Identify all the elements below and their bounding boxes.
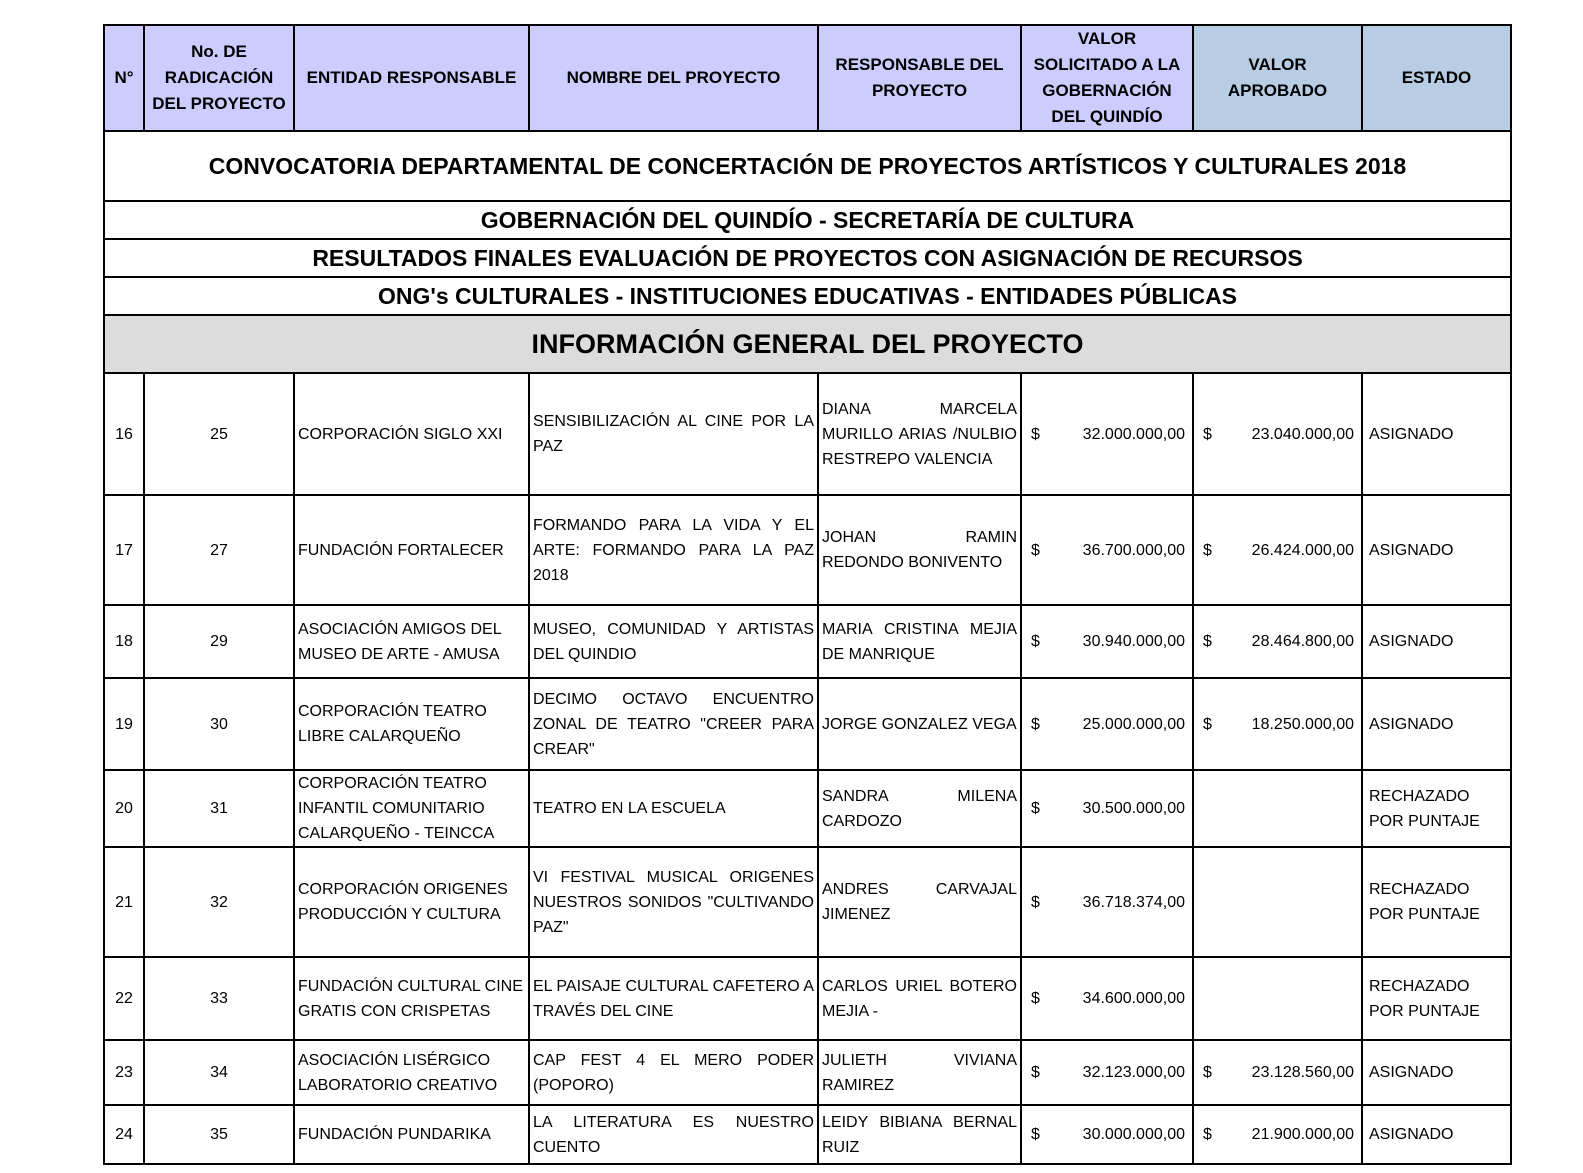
cell-nombre: SENSIBILIZACIÓN AL CINE POR LA PAZ (529, 373, 818, 495)
cell-responsable: JOHAN RAMIN REDONDO BONIVENTO (818, 495, 1021, 605)
currency-symbol: $ (1031, 425, 1040, 443)
cell-aprobado (1193, 1105, 1362, 1164)
cell-aprobado (1193, 957, 1362, 1040)
cell-aprobado (1193, 495, 1362, 605)
document-subtitle-gobernacion: GOBERNACIÓN DEL QUINDÍO - SECRETARÍA DE CULTURA (104, 201, 1511, 239)
table-row (104, 373, 1511, 495)
cell-nombre: DECIMO OCTAVO ENCUENTRO ZONAL DE TEATRO "CREER PARA CREAR" (529, 678, 818, 770)
amount-solicitado: 32.000.000,00 (1082, 425, 1185, 443)
currency-symbol: $ (1203, 1126, 1212, 1143)
cell-solicitado (1021, 373, 1193, 495)
cell-aprobado (1193, 770, 1362, 847)
amount-aprobado: 23.128.560,00 (1251, 1064, 1354, 1081)
amount-solicitado: 30.500.000,00 (1082, 800, 1185, 817)
cell-radicacion: 25 (144, 373, 294, 495)
cell-aprobado (1193, 605, 1362, 678)
currency-symbol: $ (1203, 1064, 1212, 1081)
amount-solicitado: 30.000.000,00 (1082, 1126, 1185, 1143)
cell-estado: RECHAZADO POR PUNTAJE (1362, 770, 1511, 847)
cell-entidad: CORPORACIÓN TEATRO INFANTIL COMUNITARIO CALARQUEÑO - TEINCCA (294, 770, 529, 847)
cell-n: 20 (104, 770, 144, 847)
cell-estado: ASIGNADO (1362, 373, 1511, 495)
cell-entidad: FUNDACIÓN CULTURAL CINE GRATIS CON CRISPETAS (294, 957, 529, 1040)
cell-responsable: LEIDY BIBIANA BERNAL RUIZ (818, 1105, 1021, 1164)
cell-estado: ASIGNADO (1362, 605, 1511, 678)
col-header-nombre: NOMBRE DEL PROYECTO (529, 25, 818, 131)
cell-estado: RECHAZADO POR PUNTAJE (1362, 957, 1511, 1040)
table-row (104, 605, 1511, 678)
cell-estado: ASIGNADO (1362, 678, 1511, 770)
cell-solicitado (1021, 678, 1193, 770)
currency-symbol: $ (1031, 541, 1040, 559)
cell-responsable: MARIA CRISTINA MEJIA DE MANRIQUE (818, 605, 1021, 678)
currency-symbol: $ (1203, 425, 1212, 443)
cell-entidad: CORPORACIÓN TEATRO LIBRE CALARQUEÑO (294, 678, 529, 770)
currency-symbol: $ (1031, 715, 1040, 733)
cell-responsable: DIANA MARCELA MURILLO ARIAS /NULBIO RESTREPO VALENCIA (818, 373, 1021, 495)
cell-solicitado (1021, 1105, 1193, 1164)
currency-symbol: $ (1031, 1064, 1040, 1081)
cell-entidad: ASOCIACIÓN LISÉRGICO LABORATORIO CREATIVO (294, 1040, 529, 1105)
table-body (104, 373, 1511, 1164)
cell-aprobado (1193, 847, 1362, 957)
cell-responsable: JORGE GONZALEZ VEGA (818, 678, 1021, 770)
cell-radicacion: 27 (144, 495, 294, 605)
cell-estado: ASIGNADO (1362, 1105, 1511, 1164)
cell-estado: RECHAZADO POR PUNTAJE (1362, 847, 1511, 957)
cell-nombre: MUSEO, COMUNIDAD Y ARTISTAS DEL QUINDIO (529, 605, 818, 678)
amount-aprobado: 23.040.000,00 (1251, 425, 1354, 443)
amount-aprobado: 28.464.800,00 (1251, 633, 1354, 650)
cell-n: 24 (104, 1105, 144, 1164)
cell-solicitado (1021, 495, 1193, 605)
amount-solicitado: 32.123.000,00 (1082, 1064, 1185, 1081)
cell-solicitado (1021, 605, 1193, 678)
cell-nombre: VI FESTIVAL MUSICAL ORIGENES NUESTROS SONIDOS "CULTIVANDO PAZ" (529, 847, 818, 957)
cell-radicacion: 32 (144, 847, 294, 957)
amount-solicitado: 25.000.000,00 (1082, 715, 1185, 733)
amount-aprobado: 21.900.000,00 (1251, 1126, 1354, 1143)
cell-n: 19 (104, 678, 144, 770)
cell-n: 18 (104, 605, 144, 678)
col-header-entidad: ENTIDAD RESPONSABLE (294, 25, 529, 131)
col-header-estado: ESTADO (1362, 25, 1511, 131)
cell-radicacion: 35 (144, 1105, 294, 1164)
cell-entidad: FUNDACIÓN FORTALECER (294, 495, 529, 605)
section-title: INFORMACIÓN GENERAL DEL PROYECTO (104, 315, 1511, 373)
currency-symbol: $ (1203, 633, 1212, 650)
currency-symbol: $ (1031, 1126, 1040, 1143)
cell-nombre: LA LITERATURA ES NUESTRO CUENTO (529, 1105, 818, 1164)
cell-entidad: CORPORACIÓN SIGLO XXI (294, 373, 529, 495)
cell-aprobado (1193, 373, 1362, 495)
col-header-solicitado: VALOR SOLICITADO A LA GOBERNACIÓN DEL QUINDÍO (1021, 25, 1193, 131)
document-subtitle-resultados: RESULTADOS FINALES EVALUACIÓN DE PROYECTOS CON ASIGNACIÓN DE RECURSOS (104, 239, 1511, 277)
title-block (104, 131, 1511, 373)
amount-aprobado: 18.250.000,00 (1251, 715, 1354, 733)
table-row (104, 957, 1511, 1040)
amount-solicitado: 36.700.000,00 (1082, 541, 1185, 559)
cell-entidad: CORPORACIÓN ORIGENES PRODUCCIÓN Y CULTURA (294, 847, 529, 957)
table-header (104, 25, 1511, 131)
currency-symbol: $ (1031, 893, 1040, 911)
cell-n: 17 (104, 495, 144, 605)
amount-solicitado: 30.940.000,00 (1082, 633, 1185, 650)
table-row (104, 1105, 1511, 1164)
amount-solicitado: 34.600.000,00 (1082, 990, 1185, 1007)
cell-solicitado (1021, 847, 1193, 957)
cell-radicacion: 34 (144, 1040, 294, 1105)
cell-aprobado (1193, 1040, 1362, 1105)
cell-nombre: TEATRO EN LA ESCUELA (529, 770, 818, 847)
col-header-n: N° (104, 25, 144, 131)
col-header-radicacion: No. DE RADICACIÓN DEL PROYECTO (144, 25, 294, 131)
table-row (104, 1040, 1511, 1105)
amount-solicitado: 36.718.374,00 (1082, 893, 1185, 911)
cell-solicitado (1021, 770, 1193, 847)
cell-n: 23 (104, 1040, 144, 1105)
currency-symbol: $ (1203, 715, 1212, 733)
cell-radicacion: 29 (144, 605, 294, 678)
cell-nombre: FORMANDO PARA LA VIDA Y EL ARTE: FORMANDO PARA LA PAZ 2018 (529, 495, 818, 605)
col-header-responsable: RESPONSABLE DEL PROYECTO (818, 25, 1021, 131)
table-row (104, 678, 1511, 770)
results-sheet (103, 24, 1510, 1165)
table-row (104, 495, 1511, 605)
cell-aprobado (1193, 678, 1362, 770)
cell-responsable: CARLOS URIEL BOTERO MEJIA - (818, 957, 1021, 1040)
col-header-aprobado: VALOR APROBADO (1193, 25, 1362, 131)
table-row (104, 847, 1511, 957)
currency-symbol: $ (1031, 990, 1040, 1007)
cell-n: 21 (104, 847, 144, 957)
cell-nombre: EL PAISAJE CULTURAL CAFETERO A TRAVÉS DEL CINE (529, 957, 818, 1040)
cell-radicacion: 31 (144, 770, 294, 847)
cell-radicacion: 30 (144, 678, 294, 770)
cell-responsable: JULIETH VIVIANA RAMIREZ (818, 1040, 1021, 1105)
cell-responsable: SANDRA MILENA CARDOZO (818, 770, 1021, 847)
cell-nombre: CAP FEST 4 EL MERO PODER (POPORO) (529, 1040, 818, 1105)
currency-symbol: $ (1031, 633, 1040, 650)
table-row (104, 770, 1511, 847)
cell-estado: ASIGNADO (1362, 1040, 1511, 1105)
cell-responsable: ANDRES CARVAJAL JIMENEZ (818, 847, 1021, 957)
cell-entidad: FUNDACIÓN PUNDARIKA (294, 1105, 529, 1164)
document-title: CONVOCATORIA DEPARTAMENTAL DE CONCERTACIÓN DE PROYECTOS ARTÍSTICOS Y CULTURALES 2018 (104, 131, 1511, 201)
cell-solicitado (1021, 1040, 1193, 1105)
currency-symbol: $ (1203, 541, 1212, 559)
cell-n: 16 (104, 373, 144, 495)
document-subtitle-entidades: ONG's CULTURALES - INSTITUCIONES EDUCATIVAS - ENTIDADES PÚBLICAS (104, 277, 1511, 315)
cell-solicitado (1021, 957, 1193, 1040)
amount-aprobado: 26.424.000,00 (1251, 541, 1354, 559)
cell-estado: ASIGNADO (1362, 495, 1511, 605)
cell-radicacion: 33 (144, 957, 294, 1040)
cell-entidad: ASOCIACIÓN AMIGOS DEL MUSEO DE ARTE - AMUSA (294, 605, 529, 678)
currency-symbol: $ (1031, 800, 1040, 817)
results-table (103, 24, 1512, 1165)
cell-n: 22 (104, 957, 144, 1040)
